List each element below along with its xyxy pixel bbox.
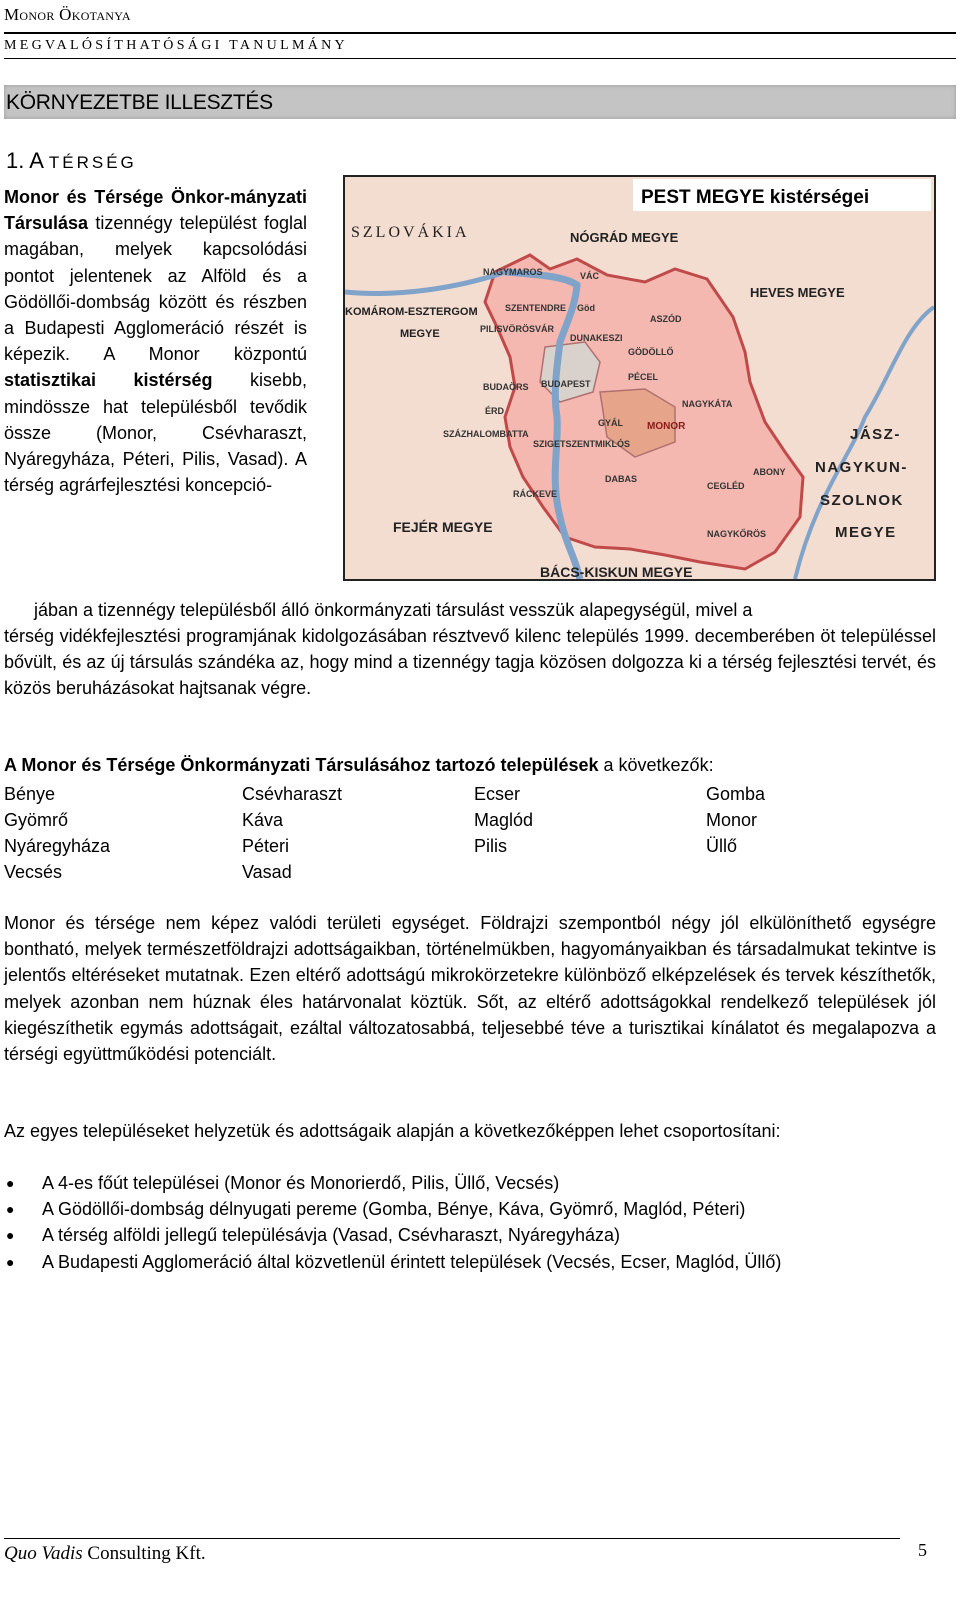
settlement-heading-bold: A Monor és Térsége Önkormányzati Társulásához tartozó települések <box>4 755 599 775</box>
label-komarom: KOMÁROM-ESZTERGOM <box>345 306 478 318</box>
settlement-cell: Üllő <box>706 836 738 856</box>
label-god: Göd <box>577 303 595 313</box>
header-rule-thin <box>4 58 956 59</box>
list-item <box>4 1249 936 1275</box>
label-nograd: NÓGRÁD MEGYE <box>570 230 679 245</box>
intro-paragraph <box>4 184 307 498</box>
subsection-word: TÉRSÉG <box>48 153 137 172</box>
grouping-intro-paragraph: Az egyes településeket helyzetük és adottságaik alapján a következőképpen lehet csoportosítani: <box>4 1121 781 1141</box>
label-szazhalombatta: SZÁZHALOMBATTA <box>443 429 529 439</box>
bullet-icon: ● <box>6 1227 15 1244</box>
settlement-row <box>4 859 936 885</box>
bullet-icon: ● <box>6 1253 15 1270</box>
header-rule <box>4 32 956 34</box>
label-nagykoros: NAGYKŐRÖS <box>707 529 767 539</box>
label-jasz-1: JÁSZ- <box>850 426 901 443</box>
label-pecel: PÉCEL <box>628 372 659 382</box>
settlement-row <box>4 807 936 833</box>
settlement-list-heading <box>4 755 714 776</box>
intro-bold-association: Monor és Térsége Önkor-mányzati Társulása <box>4 187 307 234</box>
label-szentendre: SZENTENDRE <box>505 303 567 313</box>
intro-text-2: kisebb, mindössze hat településből tevődik össze (Monor, Csévharaszt, Nyáregyháza, Péteri, Pilis, Vasad). A térség agrárfejlesztési koncepció- <box>4 370 307 496</box>
settlement-heading-rest: a következők: <box>598 755 714 775</box>
subsection-title <box>6 148 137 174</box>
list-item <box>4 1222 936 1248</box>
footer-company <box>4 1543 206 1565</box>
header-company: Monor Ökotanya <box>4 5 131 24</box>
settlement-cell: Nyáregyháza <box>4 836 111 856</box>
intro-continuation: térség vidékfejlesztési programjának kidolgozásában résztvevő kilenc település 1999. decemberében öt településsel bővült, és az új társulás szándéka az, hogy mind a tizennégy tagja közösen dolgozza ki a térség fejlesztési tervét, és közös beruházásokat hajtsanak végre. <box>4 626 936 699</box>
settlement-cell: Vecsés <box>4 862 63 882</box>
settlement-cell: Bénye <box>4 784 56 804</box>
label-rackeve: RÁCKEVE <box>513 489 558 499</box>
label-jasz-4: MEGYE <box>835 524 897 541</box>
settlement-cell: Péteri <box>242 836 290 856</box>
label-vac: VÁC <box>580 271 600 281</box>
label-bacs: BÁCS-KISKUN MEGYE <box>540 564 693 579</box>
label-szigetszentmiklos: SZIGETSZENTMIKLÓS <box>533 439 631 449</box>
settlement-cell: Csévharaszt <box>242 784 343 804</box>
label-monor: MONOR <box>647 421 686 432</box>
intro-bold-kisterseg: statisztikai kistérség <box>4 370 213 391</box>
label-godollo: GÖDÖLLŐ <box>628 347 674 357</box>
label-jasz-3: SZOLNOK <box>820 492 904 509</box>
settlement-row <box>4 781 936 807</box>
label-aszod: ASZÓD <box>650 314 682 324</box>
label-jasz-2: NAGYKUN- <box>815 459 908 476</box>
header-subtitle: MEGVALÓSÍTHATÓSÁGI TANULMÁNY <box>4 38 348 53</box>
pest-county-map <box>343 175 936 581</box>
subsection-number: 1. <box>6 148 25 173</box>
settlement-grid <box>4 781 936 885</box>
settlement-cell: Gyömrő <box>4 810 69 830</box>
list-item-text: A Budapesti Agglomeráció által közvetlenül érintett települések (Vecsés, Ecser, Maglód, Üllő) <box>42 1251 782 1272</box>
label-fejer: FEJÉR MEGYE <box>393 519 493 535</box>
page-number: 5 <box>918 1540 927 1560</box>
settlement-cell <box>706 859 936 885</box>
label-abony: ABONY <box>753 467 786 477</box>
intro-continuation-line: jában a tizennégy településből álló önkormányzati társulást vesszük alapegységül, mivel a <box>34 600 753 620</box>
list-item-text: A Gödöllői-dombság délnyugati pereme (Gomba, Bénye, Káva, Gyömrő, Maglód, Péteri) <box>42 1199 746 1220</box>
label-cegled: CEGLÉD <box>707 481 745 491</box>
label-pilisvorosvar: PILISVÖRÖSVÁR <box>480 324 555 334</box>
label-nagymaros: NAGYMAROS <box>483 267 543 277</box>
footer-company-rest: Consulting Kft. <box>82 1543 206 1564</box>
label-szlovakia: SZLOVÁKIA <box>351 224 470 241</box>
settlement-cell <box>474 859 706 885</box>
settlement-cell: Gomba <box>706 784 766 804</box>
footer-company-italic: Quo Vadis <box>4 1543 83 1564</box>
bullet-icon: ● <box>6 1201 15 1218</box>
geography-paragraph: Monor és térsége nem képez valódi területi egységet. Földrajzi szempontból négy jól elkülöníthető egységre bontható, melyek természetföldrajzi adottságaikban, történelmükben, hagyományaikban és társadalmukat tekintve is jelentős eltéréseket mutatnak. Ezen eltérő adottságú mikrokörzetekre különböző elképzelések és tervek készíthetők, melyek azonban nem húznak éles határvonalat köztük. Sőt, az eltérő adottságokkal rendelkező települések jól kiegészíthetik egymás adottságait, ezáltal változatosabbá, teljesebbé téve a turisztikai kínálatot és megalapozva a térségi együttműködési potenciált. <box>4 913 936 1065</box>
settlement-row <box>4 833 936 859</box>
list-item <box>4 1196 936 1222</box>
label-erd: ÉRD <box>485 406 505 416</box>
label-nagykata: NAGYKÁTA <box>682 399 733 409</box>
label-dabas: DABAS <box>605 474 638 484</box>
subsection-initial: A <box>29 148 43 173</box>
settlement-cell: Vasad <box>242 862 292 882</box>
label-budaors: BUDAÖRS <box>483 382 529 392</box>
label-gyal: GYÁL <box>598 418 624 428</box>
intro-text-1: tizennégy települést foglal magában, melyek kapcsolódási pontot jelentenek az Alföld és a Gödöllői-dombság között és részben a Budapesti Agglomeráció részét is képezik. A Monor központú <box>4 213 307 365</box>
map-graphic <box>345 177 934 579</box>
bullet-icon: ● <box>6 1175 15 1191</box>
label-heves: HEVES MEGYE <box>750 285 845 300</box>
grouping-list <box>4 1170 936 1275</box>
section-title: KÖRNYEZETBE ILLESZTÉS <box>6 91 273 114</box>
settlement-cell: Maglód <box>474 810 534 830</box>
list-item <box>4 1170 936 1196</box>
settlement-cell: Monor <box>706 810 758 830</box>
settlement-cell: Ecser <box>474 784 521 804</box>
settlement-cell: Pilis <box>474 836 508 856</box>
label-budapest: BUDAPEST <box>541 379 591 389</box>
settlement-cell: Káva <box>242 810 284 830</box>
map-title: PEST MEGYE kistérségei <box>641 187 870 208</box>
label-komarom-megye: MEGYE <box>400 328 440 340</box>
list-item-text: A térség alföldi jellegű településávja (Vasad, Csévharaszt, Nyáregyháza) <box>42 1225 620 1246</box>
footer-rule <box>4 1538 900 1539</box>
label-dunakeszi: DUNAKESZI <box>570 333 623 343</box>
list-item-text: A 4-es főút települései (Monor és Monorierdő, Pilis, Üllő, Vecsés) <box>42 1173 560 1193</box>
